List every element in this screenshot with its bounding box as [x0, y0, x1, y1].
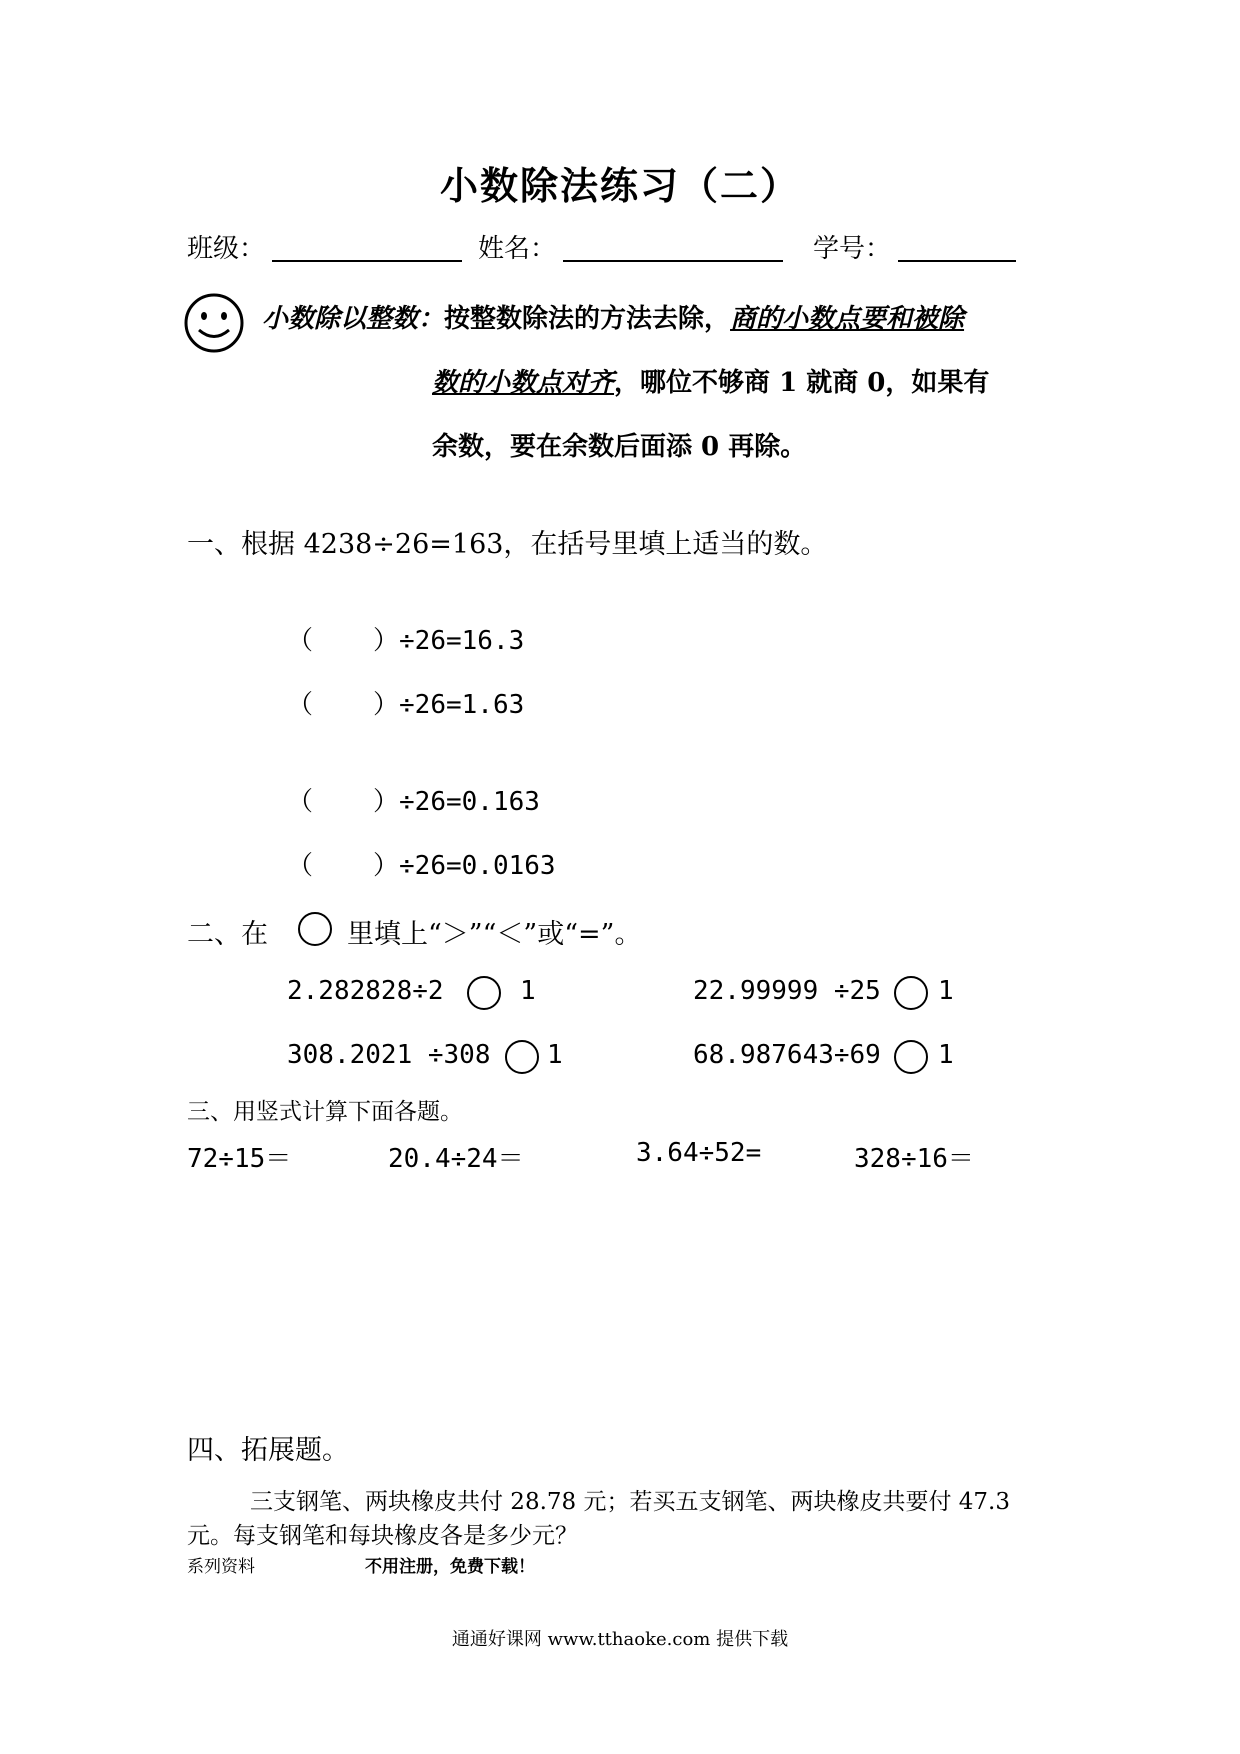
- class-label: 班级：: [187, 234, 266, 264]
- paren-open: （: [287, 787, 314, 817]
- footer-site[interactable]: 通通好课网 www.tthaoke.com 提供下载: [451, 1629, 789, 1650]
- circle-icon: [298, 912, 332, 946]
- compare-rhs-3: 1: [547, 1040, 563, 1070]
- equation-text: ÷26=0.0163: [399, 851, 556, 881]
- compare-rhs-1: 1: [520, 976, 536, 1006]
- compare-circle-3[interactable]: [505, 1040, 539, 1074]
- fill-item-3: [287, 781, 540, 818]
- page-title: 小数除法练习（二）: [439, 163, 800, 208]
- paren-close: ）: [373, 626, 400, 656]
- section2-heading-pre: 二、在: [187, 919, 268, 950]
- section4-line-2: 元。每支钢笔和每块橡皮各是多少元？: [187, 1523, 578, 1549]
- fill-item-4: [287, 845, 556, 882]
- paren-open: （: [287, 690, 314, 720]
- compare-rhs-2: 1: [938, 976, 954, 1006]
- rule-line-1: [262, 298, 964, 335]
- footer-promo: 不用注册，免费下载！: [365, 1557, 535, 1577]
- equation-text: ÷26=1.63: [399, 690, 525, 720]
- rule-line-2: [432, 362, 989, 399]
- paren-close: ）: [373, 851, 400, 881]
- paren-open: （: [287, 851, 314, 881]
- number-field[interactable]: [898, 260, 1016, 262]
- equation-text: ÷26=16.3: [399, 626, 525, 656]
- compare-expr-1: 2.282828÷2: [287, 976, 444, 1006]
- compare-circle-1[interactable]: [467, 976, 501, 1010]
- footer-series: 系列资料: [187, 1557, 255, 1577]
- section4-heading: 四、拓展题。: [187, 1435, 349, 1466]
- paren-close: ）: [373, 690, 400, 720]
- calc-item-3: 3.64÷52=: [636, 1138, 762, 1168]
- rule-lead: 小数除以整数：: [262, 304, 445, 334]
- fill-item-2: [287, 684, 524, 721]
- class-field[interactable]: [272, 260, 462, 262]
- rule-text2: ，哪位不够商 1 就商 0，如果有: [614, 368, 990, 398]
- rule-line-3: 余数，要在余数后面添 0 再除。: [432, 432, 807, 462]
- name-field[interactable]: [563, 260, 783, 262]
- rule-text1: 按整数除法的方法去除，: [444, 304, 731, 334]
- compare-expr-3: 308.2021 ÷308: [287, 1040, 491, 1070]
- section3-heading: 三、用竖式计算下面各题。: [187, 1099, 463, 1125]
- rule-underlined-2: 数的小数点对齐: [432, 368, 615, 398]
- compare-circle-4[interactable]: [894, 1040, 928, 1074]
- equation-text: ÷26=0.163: [399, 787, 540, 817]
- paren-close: ）: [373, 787, 400, 817]
- section2-heading-post: 里填上“＞”“＜”或“=”。: [347, 919, 642, 950]
- fill-item-1: [287, 620, 524, 657]
- calc-item-2: 20.4÷24＝: [388, 1144, 524, 1174]
- compare-expr-4: 68.987643÷69: [693, 1040, 881, 1070]
- number-label: 学号：: [813, 234, 892, 264]
- smiley-face-icon: [183, 292, 245, 354]
- compare-expr-2: 22.99999 ÷25: [693, 976, 881, 1006]
- name-label: 姓名：: [478, 234, 557, 264]
- paren-open: （: [287, 626, 314, 656]
- section1-heading: 一、根据 4238÷26=163，在括号里填上适当的数。: [187, 529, 828, 560]
- calc-item-4: 328÷16＝: [854, 1144, 974, 1174]
- compare-circle-2[interactable]: [894, 976, 928, 1010]
- calc-item-1: 72÷15＝: [187, 1144, 292, 1174]
- rule-underlined-1: 商的小数点要和被除: [730, 304, 965, 334]
- compare-rhs-4: 1: [938, 1040, 954, 1070]
- section4-line-1: 三支钢笔、两块橡皮共付 28.78 元；若买五支钢笔、两块橡皮共要付 47.3: [250, 1489, 1010, 1515]
